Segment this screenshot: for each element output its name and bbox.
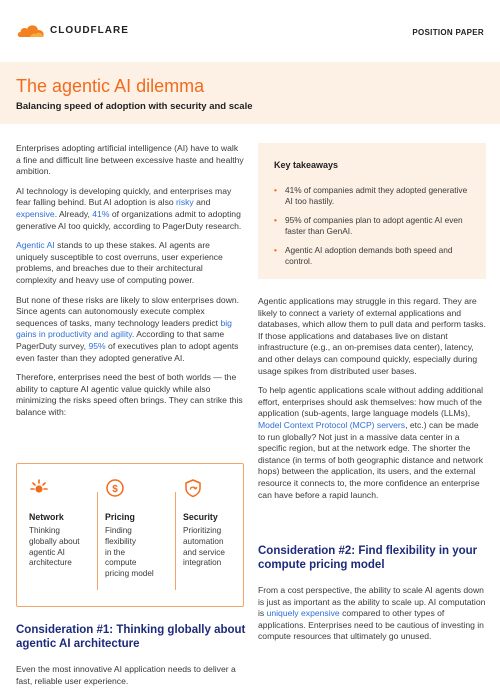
bullet-icon: • — [274, 215, 277, 225]
pillar-security — [183, 464, 241, 608]
dollar-coin-icon — [105, 478, 125, 498]
list-item — [274, 215, 474, 237]
page-title: The agentic AI dilemma — [16, 76, 205, 96]
cloudflare-logo[interactable] — [16, 22, 129, 38]
desc-line: Thinking — [29, 526, 60, 535]
statistic-41-link[interactable]: 41% — [92, 208, 110, 219]
uniquely-expensive-link[interactable]: uniquely expensive — [266, 608, 340, 619]
left-column — [16, 143, 244, 426]
text-run: stands to up these stakes. AI agents are uniquely susceptible to cost overruns, user experience problems, and breaches due to their architectural complexity and heavy use of computing power. — [16, 240, 223, 285]
adoption-paragraph — [16, 186, 244, 232]
desc-line: architecture — [29, 558, 72, 568]
latency-paragraph: Agentic applications may struggle in this regard. They are likely to connect a variety of external applications and databases, which allow them to pull data and perform tasks. If those applications and databases live on distant infrastructure (e.g., an on-premises data center), latency, and other delays can compound quickly, especially during usage spikes from distributed user bases. — [258, 296, 486, 376]
desc-line: pricing model — [105, 569, 154, 579]
key-takeaways-panel — [258, 143, 486, 279]
pillars-box — [16, 463, 244, 607]
desc-line: automation — [183, 536, 224, 546]
desc-line: globally about — [29, 536, 80, 546]
productivity-gains-link[interactable]: big gains in productivity and agility — [16, 317, 232, 340]
document-type-label: POSITION PAPER — [412, 28, 484, 37]
risky-link[interactable]: risky — [176, 197, 194, 208]
page-subtitle: Balancing speed of adoption with security and scale — [16, 101, 253, 112]
network-icon — [29, 478, 49, 498]
list-item-text: 95% of companies plan to adopt agentic AI even faster than GenAI. — [285, 215, 463, 236]
text-run: . Already, — [54, 208, 93, 219]
intro-paragraph: Enterprises adopting artificial intelligence (AI) have to walk a fine and difficult line between excessive haste and healthy ambition. — [16, 143, 244, 177]
svg-text:$: $ — [112, 483, 118, 495]
text-run: To help agentic applications scale without adding additional effort, enterprises should ask themselves: how much of the application (sub-agents, large language models (LLMs), — [258, 385, 484, 419]
statistic-95-link[interactable]: 95% — [88, 340, 106, 351]
takeaways-title: Key takeaways — [274, 160, 339, 170]
desc-line: flexibility — [105, 536, 136, 546]
risks-paragraph — [16, 295, 244, 365]
bullet-icon: • — [274, 245, 277, 255]
security-shield-icon — [183, 478, 203, 498]
pillar-description — [105, 526, 154, 580]
list-item — [274, 245, 474, 267]
text-run: of organizations admit to adopting generative AI too quickly, according to PagerDuty research. — [16, 208, 242, 231]
text-run: AI technology is developing quickly, and enterprises may fear falling behind. But AI adoption is also — [16, 185, 232, 208]
bullet-icon: • — [274, 185, 277, 195]
desc-line: in the — [105, 547, 126, 557]
pillar-name: Network — [29, 512, 64, 522]
pillar-description — [183, 526, 225, 569]
pillar-description — [29, 526, 80, 569]
pillar-divider — [97, 492, 98, 590]
consideration-1-body: Even the most innovative AI application needs to deliver a fast, reliable user experience. — [16, 664, 236, 686]
pillar-pricing — [105, 464, 173, 608]
text-run: of executives plan to adopt agents even faster than they adopted generative AI. — [16, 340, 239, 363]
page-header — [0, 0, 500, 62]
desc-line: and service — [183, 547, 225, 557]
text-run: , etc.) can be made to run globally? Not just in a massive data center in a specific region, but at the network edge. The shorter the distance (in terms of both geographic distance and network hops) between the application, its users, and the external resource it connects to, the more confidence an enterprise can have before a rapid launch. — [258, 419, 483, 500]
edge-paragraph — [258, 385, 486, 501]
agentic-ai-link[interactable]: Agentic AI — [16, 240, 55, 251]
desc-line: agentic AI — [29, 547, 65, 557]
consideration-1-heading: Consideration #1: Thinking globally about agentic AI architecture — [16, 624, 246, 650]
text-run: and — [193, 197, 211, 208]
cloud-logo-icon — [16, 22, 46, 38]
list-item-text: Agentic AI adoption demands both speed and control. — [285, 245, 453, 266]
pillar-divider — [175, 492, 176, 590]
list-item — [274, 185, 474, 207]
text-run: But none of these risks are likely to slow enterprises down. Since agents can autonomously execute complex sequences of tasks, many technology leaders predict — [16, 294, 240, 328]
text-run: From a cost perspective, the ability to scale AI agents down is just as important as the ability to scale up. AI computation is — [258, 585, 486, 619]
desc-line: Finding — [105, 526, 132, 535]
desc-line: Prioritizing — [183, 526, 222, 535]
text-run: compared to other types of applications. Enterprises need to be cautious of investing in compute resources that ultimately go unused. — [258, 608, 484, 642]
consideration-2-heading: Consideration #2: Find flexibility in your compute pricing model — [258, 545, 478, 571]
right-column — [258, 296, 486, 509]
list-item-text: 41% of companies admit they adopted generative AI too hastily. — [285, 185, 468, 206]
pillar-name: Security — [183, 512, 218, 522]
text-run: . According to that same PagerDuty survey, — [16, 329, 225, 351]
desc-line: compute — [105, 558, 137, 568]
brand-name: CLOUDFLARE — [50, 24, 129, 36]
expensive-link[interactable]: expensive — [16, 208, 55, 219]
agentic-ai-paragraph — [16, 240, 244, 286]
pillar-network — [29, 464, 97, 608]
mcp-servers-link[interactable]: Model Context Protocol (MCP) servers — [258, 419, 406, 430]
cost-paragraph — [258, 585, 486, 643]
takeaways-list — [274, 185, 474, 275]
balance-paragraph: Therefore, enterprises need the best of both worlds — the ability to capture AI agentic value quickly while also minimizing the risks speed often brings. They can strike this balance with: — [16, 372, 243, 417]
desc-line: integration — [183, 558, 222, 568]
pillar-name: Pricing — [105, 512, 135, 522]
